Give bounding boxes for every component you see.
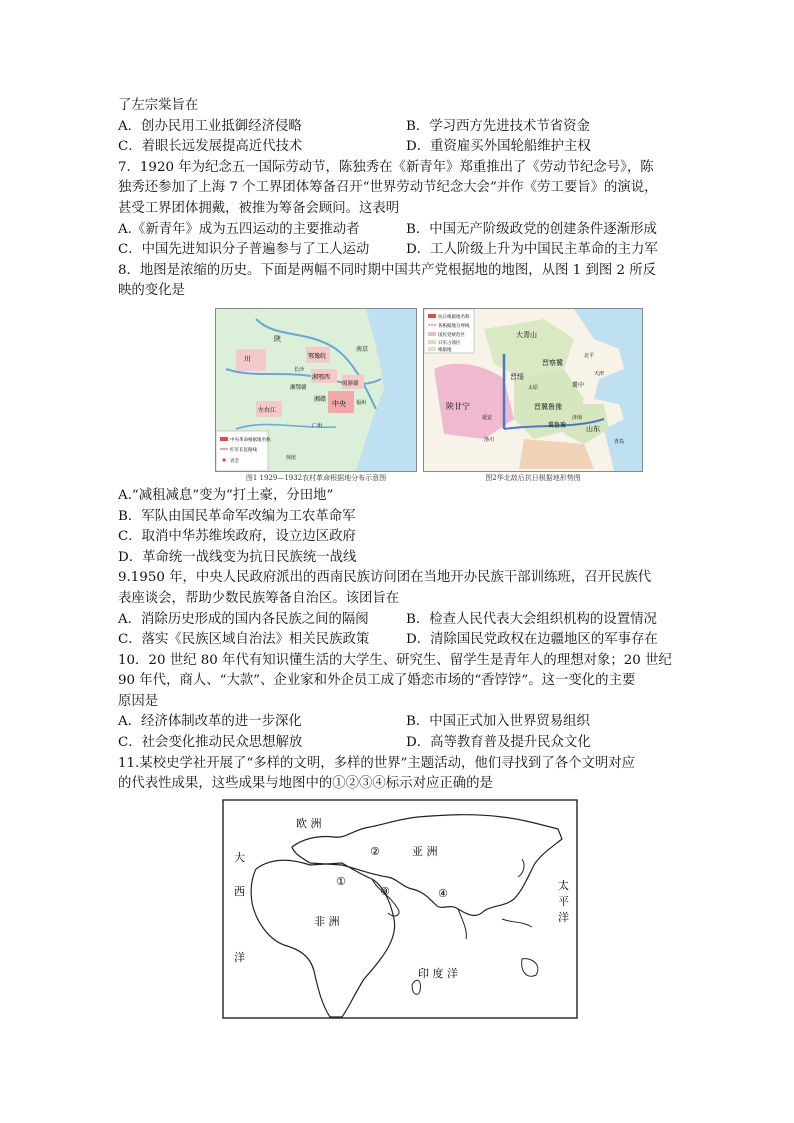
q9-stem-1: 9.1950 年，中央人民政府派出的西南民族访问团在当地开办民族干部训练班，召开民族代: [118, 570, 652, 586]
map2-label-14: 洛川: [484, 436, 495, 443]
q7-stem-3: 甚受工界团体拥戴，被推为筹备会顾问。这表明: [118, 200, 400, 216]
q7-options-row2: [118, 240, 678, 261]
map2-label-2: 晋绥: [510, 372, 524, 381]
map1-label-13: 福州: [356, 399, 367, 406]
indian-ocean-label: 印 度 洋: [418, 966, 458, 980]
map2-label-12: 济南: [572, 414, 583, 421]
world-map-figure: [222, 799, 678, 1027]
map2-legend-5: 根据地: [438, 347, 452, 353]
q9-option-c[interactable]: C．落实《民族区域自治法》相关民族政策: [118, 632, 370, 648]
q7-option-d[interactable]: D．工人阶级上升为中国民主革命的主力军: [406, 242, 658, 258]
map2-label-10: 延安: [482, 414, 493, 421]
q7-stem-1: 7．1920 年为纪念五一国际劳动节，陈独秀在《新青年》郑重推出了《劳动节纪念号》，陈: [118, 159, 654, 175]
figure-1: [215, 308, 417, 484]
pacific-label-2: 平: [558, 894, 569, 908]
map1-label-12: 广州: [312, 422, 323, 429]
map-1929-1932-base-areas: [215, 308, 417, 472]
map1-label-1: 陕: [274, 334, 281, 343]
map2-label-8: 北平: [584, 352, 595, 359]
q7-option-a[interactable]: A.《新青年》成为五四运动的主要推动者: [118, 221, 360, 237]
map1-label-0: 川: [244, 354, 251, 363]
q6-option-a[interactable]: A．创办民用工业抵御经济侵略: [118, 118, 302, 134]
map2-label-1: 晋察冀: [542, 358, 563, 367]
map1-label-8: 左右江: [258, 406, 277, 414]
map2-label-3: 陕甘宁: [446, 401, 470, 411]
q8-option-b[interactable]: B．军队由国民革命军改编为工农革命军: [118, 508, 356, 524]
q7-stem-2: 独秀还参加了上海 7 个工界团体筹备召开“世界劳动节纪念大会”并作《劳工要旨》的演说，: [118, 180, 658, 196]
q9-options-row2: [118, 630, 678, 651]
q9-stem-2: 表座谈会，帮助少数民族筹备自治区。该团旨在: [118, 590, 400, 606]
world-map: [222, 799, 578, 1019]
pacific-label-1: 太: [558, 878, 569, 892]
q9-option-d[interactable]: D．清除国民党政权在边疆地区的军事存在: [406, 632, 658, 648]
map1-legend-2: 红军长征路线: [230, 447, 257, 453]
map2-label-13: 青岛: [614, 438, 625, 445]
q11-stem-1: 11.某校史学社开展了“多样的文明，多样的世界”主题活动，他们寻找到了各个文明对应: [118, 755, 636, 771]
q10-option-a[interactable]: A．经济体制改革的进一步深化: [118, 714, 302, 730]
figure-1-caption: 图1 1929—1932农村革命根据地分布示意图: [245, 473, 387, 482]
map1-label-6: 闽浙赣: [342, 380, 359, 387]
q6-option-b[interactable]: B．学习西方先进技术节省资金: [406, 118, 590, 134]
map2-label-0: 大青山: [516, 330, 537, 339]
q10-option-d[interactable]: D．高等教育普及提升民众文化: [406, 735, 591, 751]
q6-stem-tail: 了左宗棠旨在: [118, 98, 199, 113]
q6-option-d[interactable]: D．重资雇买外国轮船维护主权: [406, 139, 591, 155]
figure-2: [423, 308, 643, 484]
pacific-label-3: 洋: [558, 910, 569, 924]
africa-label: 非 洲: [314, 914, 340, 928]
q10-stem-1: 10．20 世纪 80 年代有知识懂生活的大学生、研究生、留学生是青年人的理想对象；20 世纪: [118, 652, 672, 668]
map1-label-5: 中央: [332, 399, 346, 408]
q10-option-c[interactable]: C．社会变化推动民众思想解放: [118, 735, 303, 751]
q10-options-row2: [118, 733, 678, 754]
q8-option-c[interactable]: C．取消中华苏维埃政府，设立边区政府: [118, 529, 356, 545]
map2-legend-2: 各根据地分界线: [438, 323, 470, 329]
q7-options-row1: [118, 220, 678, 241]
map2-label-9: 天津: [594, 370, 605, 377]
asia-label: 亚 洲: [412, 844, 438, 858]
atlantic-label-3: 洋: [234, 950, 245, 964]
map1-legend-1: 中央革命根据地名称: [230, 437, 271, 443]
map1-label-2: 鄂豫皖: [308, 352, 327, 360]
map1-label-9: 南京: [356, 345, 369, 353]
marker-3: ③: [380, 884, 390, 898]
map1-legend-3: 省会: [230, 458, 239, 464]
q7-option-b[interactable]: B．中国无产阶级政党的创建条件逐渐形成: [406, 221, 657, 237]
q9-option-a[interactable]: A．消除历史形成的国内各民族之间的隔阂: [118, 611, 369, 627]
q10-options-row1: [118, 712, 678, 733]
map2-label-6: 冀中: [572, 381, 585, 389]
q7-option-c[interactable]: C．中国先进知识分子普遍参与了工人运动: [118, 242, 370, 258]
atlantic-label-2: 西: [234, 884, 245, 898]
map1-label-4: 湘赣: [314, 395, 327, 403]
q6-option-c[interactable]: C．着眼长远发展提高近代技术: [118, 139, 303, 155]
q6-options-row2: [118, 137, 678, 158]
q10-stem-2: 90 年代，商人、“大款”、企业家和外企员工成了婚恋市场的“香饽饽”。这一变化的主要: [118, 673, 636, 689]
exam-page: [118, 96, 678, 1026]
q8-figures: [180, 308, 678, 484]
q10-option-b[interactable]: B．中国正式加入世界贸易组织: [406, 714, 590, 730]
q9-options-row1: [118, 610, 678, 631]
map2-label-5: 山东: [586, 424, 600, 433]
map1-label-11: 琼崖: [286, 454, 297, 461]
map2-label-4: 晋冀鲁豫: [534, 402, 562, 411]
q8-option-a[interactable]: A.“减租减息”变为“打土豪，分田地”: [118, 487, 334, 503]
q8-stem-1: 8．地图是浓缩的历史。下面是两幅不同时期中国共产党根据地的地图，从图 1 到图 2 所反: [118, 262, 657, 278]
marker-1: ①: [336, 874, 346, 888]
map1-label-3: 湘鄂西: [312, 373, 331, 381]
map2-label-11: 太原: [528, 384, 539, 391]
figure-2-caption: 图2华北敌后抗日根据地形势图: [485, 473, 581, 482]
q8-option-d[interactable]: D．革命统一战线变为抗日民族统一战线: [118, 549, 357, 565]
marker-4: ④: [438, 886, 448, 900]
map2-label-7: 冀鲁豫: [548, 421, 567, 429]
q6-options-row1: [118, 117, 678, 138]
map2-legend-3: 国民党统治区: [438, 332, 465, 338]
q11-stem-2: 的代表性成果，这些成果与地图中的①②③④标示对应正确的是: [118, 776, 493, 792]
map-north-china-base-areas: [423, 308, 643, 472]
map1-label-7: 湘鄂赣: [290, 384, 307, 391]
atlantic-label-1: 大: [234, 850, 245, 864]
map1-label-10: 长沙: [294, 366, 305, 373]
q9-option-b[interactable]: B．检查人民代表大会组织机构的设置情况: [406, 611, 657, 627]
marker-2: ②: [370, 844, 380, 858]
q10-stem-3: 原因是: [118, 693, 159, 709]
map2-legend-4: 日军占领区: [438, 340, 461, 346]
europe-label: 欧 洲: [296, 816, 322, 830]
map2-legend-1: 抗日根据地名称: [438, 314, 470, 320]
q8-stem-2: 映的变化是: [118, 283, 185, 299]
